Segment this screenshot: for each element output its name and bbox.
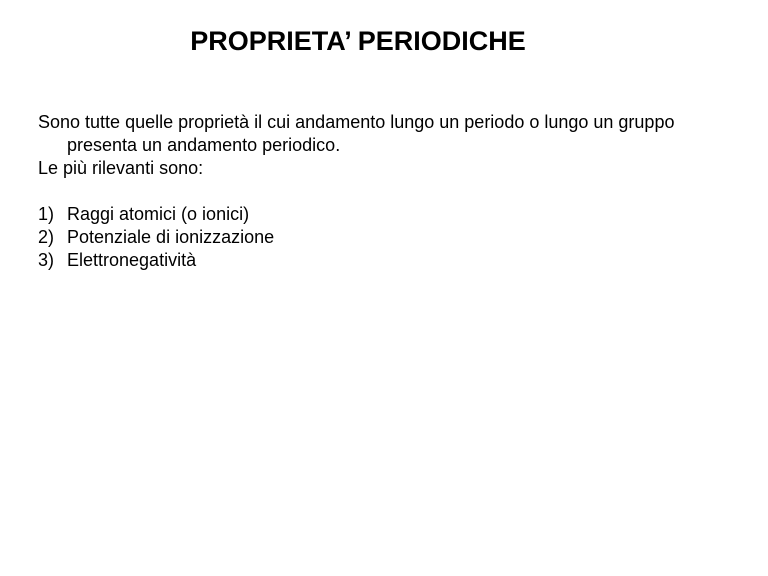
spacer bbox=[38, 180, 738, 203]
definition-paragraph: Sono tutte quelle proprietà il cui andamento lungo un periodo o lungo un gruppo presenta un andamento periodico. bbox=[38, 112, 675, 155]
slide-title: PROPRIETA’ PERIODICHE bbox=[190, 26, 526, 56]
list-item bbox=[38, 203, 738, 226]
list-item-text: Raggi atomici (o ionici) bbox=[67, 204, 250, 224]
properties-list bbox=[38, 203, 738, 272]
list-item bbox=[38, 249, 738, 272]
slide-body bbox=[38, 111, 738, 272]
list-item-number: 1) bbox=[38, 204, 55, 224]
list-item-number: 2) bbox=[38, 227, 55, 247]
list-item bbox=[38, 226, 738, 249]
list-item-text: Potenziale di ionizzazione bbox=[67, 227, 275, 247]
list-item-number: 3) bbox=[38, 250, 55, 270]
lead-paragraph: Le più rilevanti sono: bbox=[38, 158, 204, 178]
list-item-text: Elettronegatività bbox=[67, 250, 197, 270]
